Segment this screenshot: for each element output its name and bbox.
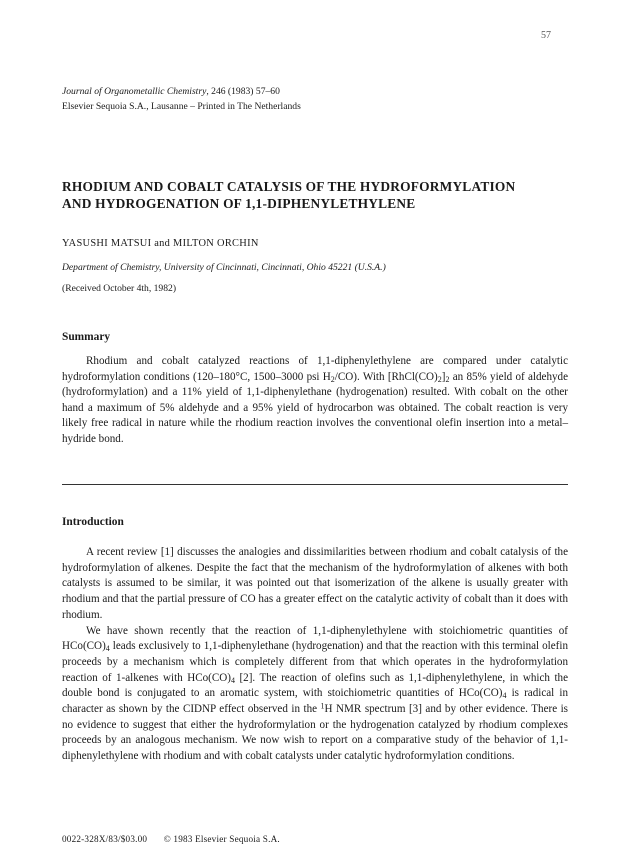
section-divider bbox=[62, 484, 568, 485]
intro-text-1: We have shown recently that the reaction of 1,1-diphenylethylene with stoichiometric quantities of HCo(CO) bbox=[62, 624, 568, 653]
intro-text-3: [2]. The reaction of olefins such as 1,1-diphenylethylene, in which the double bond is conjugated to an aromatic system, with stoichiometric quantities of HCo(CO) bbox=[62, 671, 569, 700]
intro-text-2: leads exclusively to 1,1-diphenylethane (hydrogenation) and that the reaction with this terminal olefin proceeds by a mechanism which is completely different from that which operates in the hydroformylation reaction of 1-alkenes with HCo(CO) bbox=[62, 640, 568, 684]
affiliation: Department of Chemistry, University of Cincinnati, Cincinnati, Ohio 45221 (U.S.A.) bbox=[62, 262, 386, 273]
summary-text-1: Rhodium and cobalt catalyzed reactions of 1,1-diphenylethylene are compared under catalytic hydroformylation conditions (120–180°C, 1500–3000 psi H bbox=[62, 355, 568, 383]
introduction-body bbox=[62, 545, 568, 765]
journal-name: Journal of Organometallic Chemistry bbox=[62, 86, 207, 97]
issn-code: 0022-328X/83/$03.00 bbox=[62, 834, 148, 844]
authors: YASUSHI MATSUI and MILTON ORCHIN bbox=[62, 238, 259, 249]
intro-sub-2: 4 bbox=[230, 675, 235, 685]
summary-sub-1: 2 bbox=[330, 374, 335, 384]
intro-sub-3: 4 bbox=[502, 691, 507, 701]
title-line-1: RHODIUM AND COBALT CATALYSIS OF THE HYDROFORMYLATION bbox=[62, 179, 516, 194]
copyright-notice: © 1983 Elsevier Sequoia S.A. bbox=[163, 834, 280, 844]
intro-text-4: is radical in character as shown by the CIDNP effect observed in the bbox=[62, 687, 568, 716]
intro-paragraph-1: A recent review [1] discusses the analogies and dissimilarities between rhodium and cobalt catalysis of the hydroformylation of alkenes. Despite the fact that the mechanism of the hydroformylation of alkenes with both catalysts is assumed to be similar, it was pointed out that isomerization of the alkene is usually greater with rhodium and that the partial pressure of CO has a greater effect on the catalytic activity of cobalt than it does with rhodium. bbox=[62, 546, 568, 621]
title-line-2: AND HYDROGENATION OF 1,1-DIPHENYLETHYLENE bbox=[62, 196, 416, 211]
summary-body bbox=[62, 354, 568, 448]
journal-citation bbox=[62, 84, 301, 99]
publisher-line: Elsevier Sequoia S.A., Lausanne – Printed in The Netherlands bbox=[62, 101, 301, 112]
summary-text-3: ] bbox=[441, 370, 446, 383]
introduction-heading: Introduction bbox=[62, 516, 124, 528]
article-title bbox=[62, 178, 582, 212]
summary-sub-2: 2 bbox=[437, 374, 442, 384]
intro-paragraph-2 bbox=[62, 624, 568, 765]
summary-text-4: an 85% yield of aldehyde (hydroformylation) and a 11% yield of 1,1-diphenylethane (hydrogenation) resulted. With cobalt on the other hand a maximum of 5% aldehyde and a 95% yield of hydrocarbon was obtained. The cobalt reaction is very likely free radical in nature while the rhodium reaction involves the conventional olefin insertion into a metal–hydride bond. bbox=[62, 370, 569, 445]
intro-text-5: H NMR spectrum [3] and by other evidence. There is no evidence to suggest that either the hydroformylation or the hydrogenation catalyzed by rhodium complexes proceeds by an analogous mechanism. We now wish to report on a comparative study of the behavior of 1,1-diphenylethylene with rhodium and with cobalt catalysts under catalytic hydroformylation conditions. bbox=[62, 703, 569, 763]
intro-sup-1: 1 bbox=[320, 701, 325, 711]
journal-header bbox=[62, 84, 301, 114]
received-date: (Received October 4th, 1982) bbox=[62, 283, 177, 294]
journal-volume: , 246 (1983) 57–60 bbox=[206, 86, 280, 97]
summary-paragraph bbox=[62, 354, 568, 448]
summary-heading: Summary bbox=[62, 331, 111, 343]
footer bbox=[62, 834, 294, 844]
intro-sub-1: 4 bbox=[105, 644, 110, 654]
page-number: 57 bbox=[541, 30, 551, 41]
summary-text-2: /CO). With [RhCl(CO) bbox=[334, 370, 438, 383]
summary-sub-3: 2 bbox=[445, 374, 450, 384]
